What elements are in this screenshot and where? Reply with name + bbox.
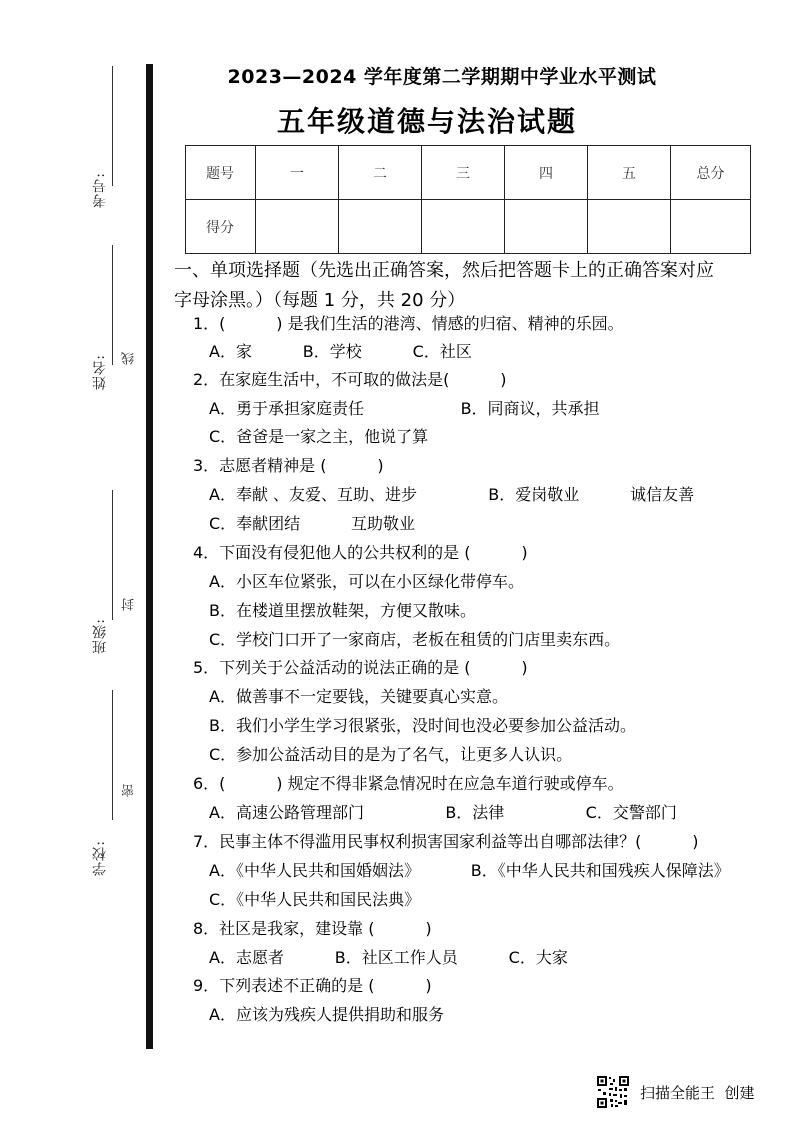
question-1-stem: 1．( ) 是我们生活的港湾、情感的归宿、精神的乐园。: [193, 314, 624, 333]
question-2-stem: 2．在家庭生活中，不可取的做法是( ): [193, 370, 507, 389]
question-5-option-a: A．做善事不一定要钱，关键要真心实意。: [209, 687, 508, 706]
score-cell-score-label: 得分: [186, 200, 256, 254]
question-4-option-c: C．学校门口开了一家商店，老板在租赁的门店里卖东西。: [209, 630, 621, 649]
school-line: [112, 690, 113, 820]
score-cell-question-no: 题号: [186, 146, 256, 200]
question-5-stem: 5．下列关于公益活动的说法正确的是 ( ): [193, 658, 528, 677]
score-input-total[interactable]: [671, 200, 751, 254]
score-cell-1: 一: [256, 146, 339, 200]
question-8-options: A．志愿者 B．社区工作人员 C．大家: [209, 948, 568, 967]
score-input-4[interactable]: [505, 200, 588, 254]
score-cell-total: 总分: [671, 146, 751, 200]
question-5-option-b: B．我们小学生学习很紧张，没时间也没必要参加公益活动。: [209, 716, 636, 735]
score-table-header-row: [186, 146, 751, 200]
score-cell-2: 二: [339, 146, 422, 200]
question-4-option-b: B．在楼道里摆放鞋架，方便又散味。: [209, 601, 476, 620]
question-6-stem: 6．( ) 规定不得非紧急情况时在应急车道行驶或停车。: [193, 774, 624, 793]
score-input-5[interactable]: [588, 200, 671, 254]
score-cell-5: 五: [588, 146, 671, 200]
exam-subject-title: 五年级道德与法治试题: [276, 105, 577, 138]
class-line: [112, 490, 113, 620]
exam-number-label: 考号:: [92, 172, 108, 208]
binding-bar: [146, 64, 153, 1049]
question-7-option-c: C．《中华人民共和国民法典》: [209, 890, 421, 909]
section-1-heading-line2: 字母涂黑。）（每题 1 分，共 20 分）: [174, 290, 466, 311]
question-8-stem: 8．社区是我家，建设靠 ( ): [193, 919, 432, 938]
question-3-option-ab: A．奉献 、友爱、互助、进步 B．爱岗敬业 诚信友善: [209, 485, 695, 504]
school-label: 学校:: [92, 840, 108, 876]
score-input-3[interactable]: [422, 200, 505, 254]
question-6-options: A．高速公路管理部门 B．法律 C．交警部门: [209, 803, 677, 822]
question-9-option-a: A．应该为残疾人提供捐助和服务: [209, 1005, 444, 1024]
class-label: 班级:: [92, 618, 108, 654]
seal-seal-char: 封: [122, 598, 137, 611]
question-9-stem: 9．下列表述不正确的是 ( ): [193, 976, 432, 995]
question-3-stem: 3．志愿者精神是 ( ): [193, 456, 384, 475]
question-4-stem: 4．下面没有侵犯他人的公共权利的是 ( ): [193, 543, 528, 562]
qr-code-icon: [596, 1075, 630, 1109]
question-7-option-ab: A．《中华人民共和国婚姻法》 B．《中华人民共和国残疾人保障法》: [209, 861, 730, 880]
name-line: [112, 245, 113, 365]
section-1-heading-line1: 一、单项选择题（先选出正确答案，然后把答题卡上的正确答案对应: [174, 260, 714, 281]
seal-secret-char: 密: [122, 784, 137, 797]
name-label: 姓名:: [92, 354, 108, 390]
score-input-2[interactable]: [339, 200, 422, 254]
exam-term-title: 2023—2024 学年度第二学期期中学业水平测试: [227, 66, 657, 88]
question-4-option-a: A．小区车位紧张，可以在小区绿化带停车。: [209, 572, 524, 591]
question-3-option-c: C．奉献团结 互助敬业: [209, 514, 416, 533]
section-1-heading: [174, 256, 774, 316]
score-table-score-row: [186, 200, 751, 254]
score-cell-4: 四: [505, 146, 588, 200]
score-table: [185, 145, 751, 254]
question-2-option-ab: A．勇于承担家庭责任 B．同商议，共承担: [209, 399, 600, 418]
question-1-options: A．家 B．学校 C．社区: [209, 342, 472, 361]
question-2-option-c: C．爸爸是一家之主，他说了算: [209, 427, 429, 446]
scanner-watermark-text: 扫描全能王 创建: [640, 1084, 755, 1102]
score-cell-3: 三: [422, 146, 505, 200]
score-input-1[interactable]: [256, 200, 339, 254]
question-5-option-c: C．参加公益活动目的是为了名气，让更多人认识。: [209, 745, 573, 764]
seal-line-char: 线: [122, 352, 137, 365]
question-7-stem: 7．民事主体不得滥用民事权利损害国家利益等出自哪部法律？( ): [193, 832, 699, 851]
